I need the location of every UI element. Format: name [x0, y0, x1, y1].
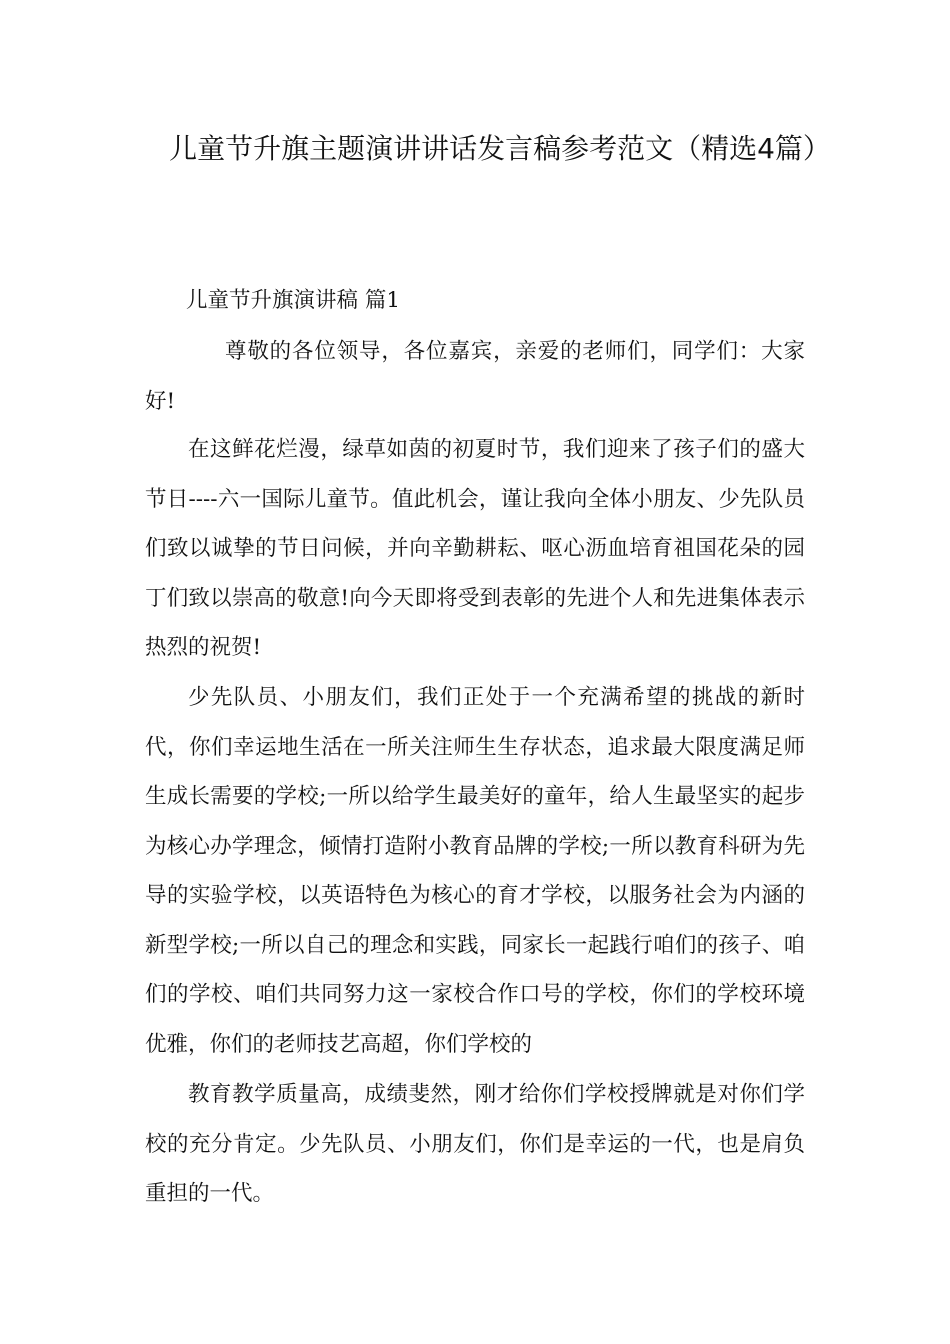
paragraph-school: 少先队员、小朋友们，我们正处于一个充满希望的挑战的新时代，你们幸运地生活在一所关注师生生存状态，追求最大限度满足师生成长需要的学校;一所以给学生最美好的童年，给人生最坚实的起步为核心办学理念，倾情打造附小教育品牌的学校;一所以教育科研为先导的实验学校，以英语特色为核心的育才学校，以服务社会为内涵的新型学校;一所以自己的理念和实践，同家长一起践行咱们的孩子、咱们的学校、咱们共同努力这一家校合作口号的学校，你们的学校环境优雅，你们的老师技艺高超，你们学校的: [145, 685, 805, 1057]
paragraph-quality: 教育教学质量高，成绩斐然，刚才给你们学校授牌就是对你们学校的充分肯定。少先队员、小朋友们，你们是幸运的一代，也是肩负重担的一代。: [145, 1082, 805, 1206]
document-title: 儿童节升旗主题演讲讲话发言稿参考范文（精选4篇）: [169, 132, 831, 165]
section-heading: 儿童节升旗演讲稿 篇1: [186, 288, 401, 313]
paragraph-greeting: 尊敬的各位领导，各位嘉宾，亲爱的老师们，同学们：大家好!: [145, 339, 805, 414]
paragraph-festival: 在这鲜花烂漫，绿草如茵的初夏时节，我们迎来了孩子们的盛大节日----六一国际儿童节。值此机会，谨让我向全体小朋友、少先队员们致以诚挚的节日问候，并向辛勤耕耘、呕心沥血培育祖国花朵的园丁们致以崇高的敬意!向今天即将受到表彰的先进个人和先进集体表示热烈的祝贺!: [145, 437, 805, 660]
